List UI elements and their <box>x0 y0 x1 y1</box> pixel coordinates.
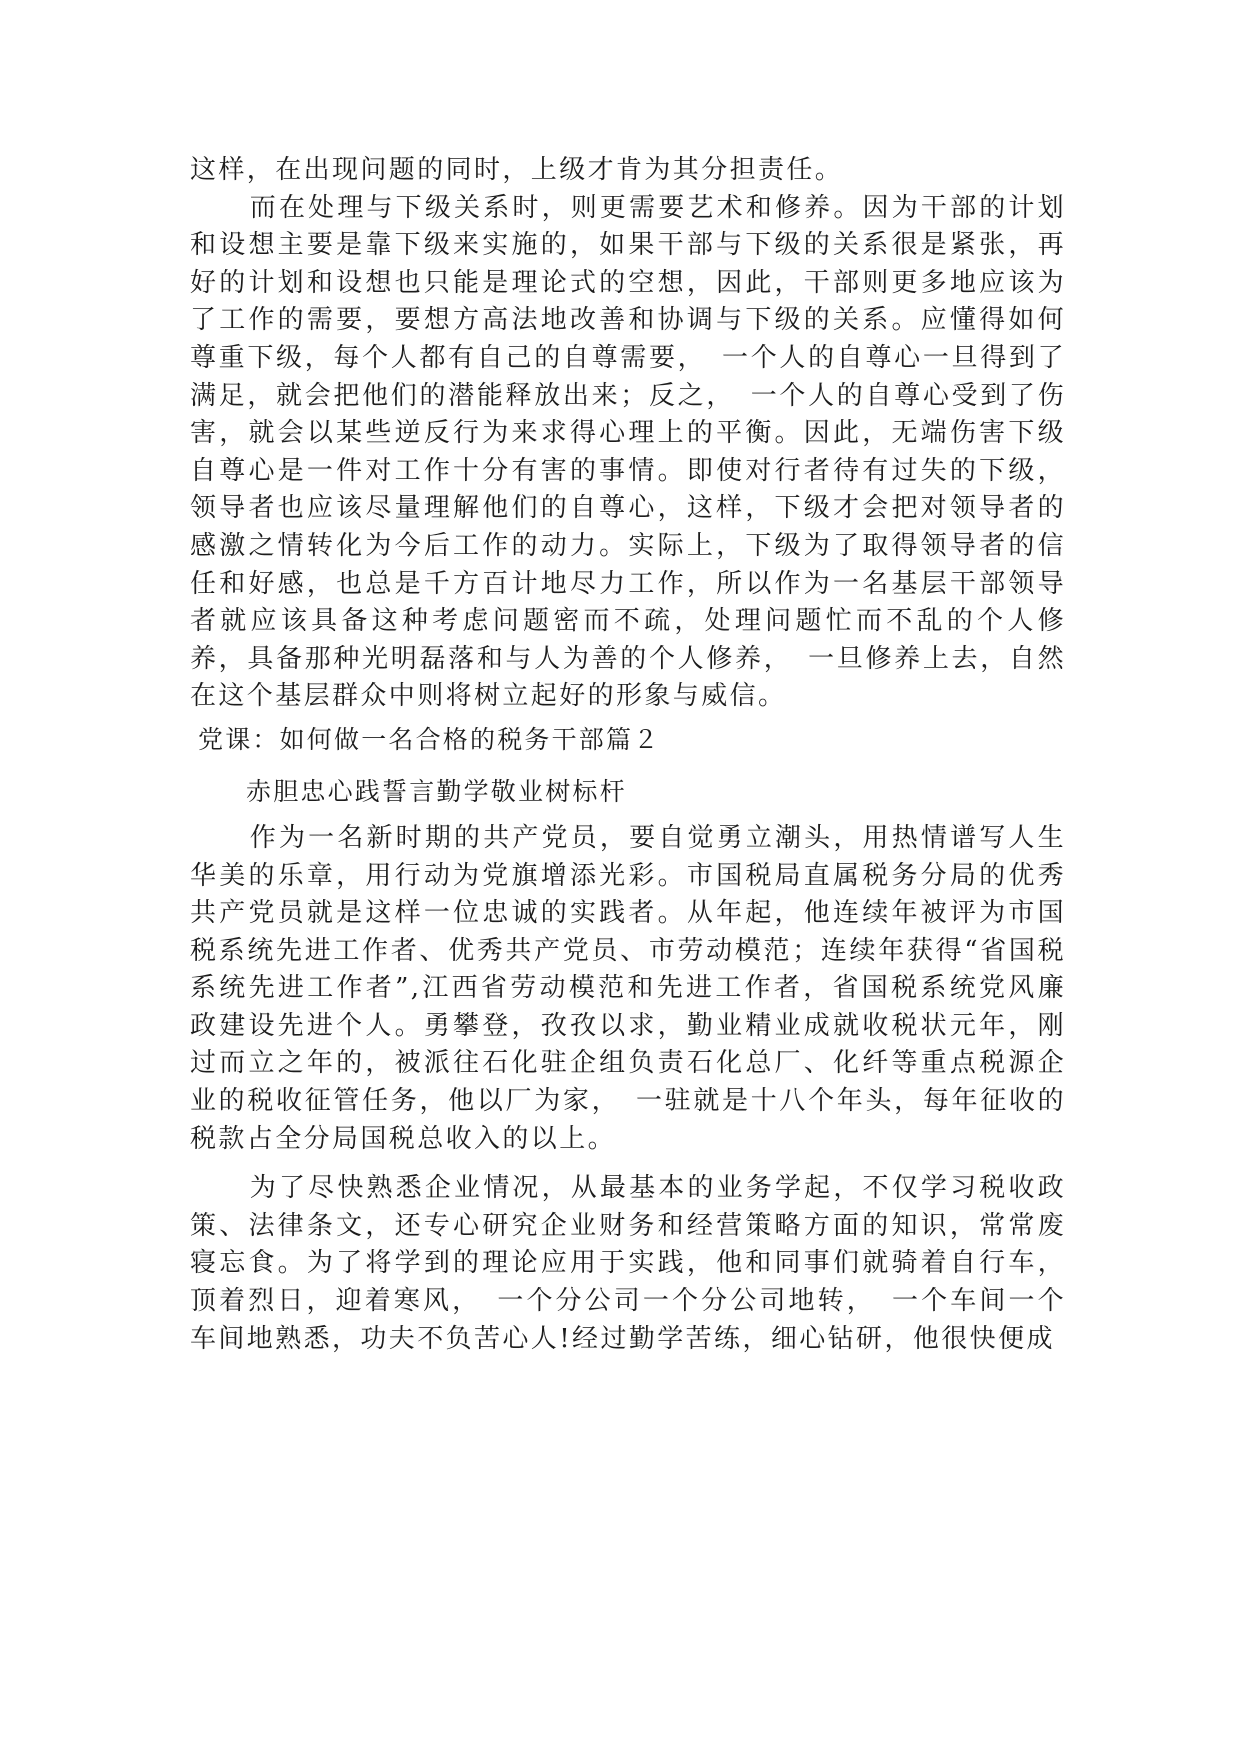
paragraph-learning: 为了尽快熟悉企业情况，从最基本的业务学起，不仅学习税收政策、法律条文，还专心研究企业财务和经营策略方面的知识，常常废寝忘食。为了将学到的理论应用于实践，他和同事们就骑着自行车，顶着烈日，迎着寒风， 一个分公司一个分公司地转， 一个车间一个车间地熟悉，功夫不负苦心人!经过勤学苦练，细心钻研，他很快便成 <box>190 1173 1066 1354</box>
paragraph-spacer <box>190 1158 1066 1170</box>
paragraph-party-member: 作为一名新时期的共产党员，要自觉勇立潮头，用热情谱写人生华美的乐章，用行动为党旗增添光彩。市国税局直属税务分局的优秀共产党员就是这样一位忠诚的实践者。从年起，他连续年被评为市国税系统先进工作者、优秀共产党员、市劳动模范；连续年获得“省国税系统先进工作者”,江西省劳动模范和先进工作者，省国税系统党风廉政建设先进个人。勇攀登，孜孜以求，勤业精业成就收税状元年，刚过而立之年的，被派往石化驻企组负责石化总厂、化纤等重点税源企业的税收征管任务，他以厂为家， 一驻就是十八个年头，每年征收的税款占全分局国税总收入的以上。 <box>190 822 1066 1154</box>
paragraph-subordinate-relations: 而在处理与下级关系时，则更需要艺术和修养。因为干部的计划和设想主要是靠下级来实施的，如果干部与下级的关系很是紧张，再好的计划和设想也只能是理论式的空想，因此，干部则更多地应该为了工作的需要，要想方高法地改善和协调与下级的关系。应懂得如何尊重下级，每个人都有自己的自尊需要， 一个人的自尊心一旦得到了满足，就会把他们的潜能释放出来；反之， 一个人的自尊心受到了伤害，就会以某些逆反行为来求得心理上的平衡。因此，无端伤害下级自尊心是一件对工作十分有害的事情。即使对行者待有过失的下级，领导者也应该尽量理解他们的自尊心，这样，下级才会把对领导者的感激之情转化为今后工作的动力。实际上，下级为了取得领导者的信任和好感，也总是千方百计地尽力工作，所以作为一名基层干部领导者就应该具备这种考虑问题密而不疏，处理问题忙而不乱的个人修养，具备那种光明磊落和与人为善的个人修养， 一旦修养上去，自然在这个基层群众中则将树立起好的形象与威信。 <box>190 192 1066 712</box>
paragraph-continuation: 这样，在出现问题的同时，上级才肯为其分担责任。 <box>190 155 844 185</box>
document-body <box>190 152 1066 1358</box>
section-subheading: 赤胆忠心践誓言勤学敬业树标杆 <box>246 776 627 806</box>
section-heading: 党课：如何做一名合格的税务干部篇２ <box>198 724 661 754</box>
